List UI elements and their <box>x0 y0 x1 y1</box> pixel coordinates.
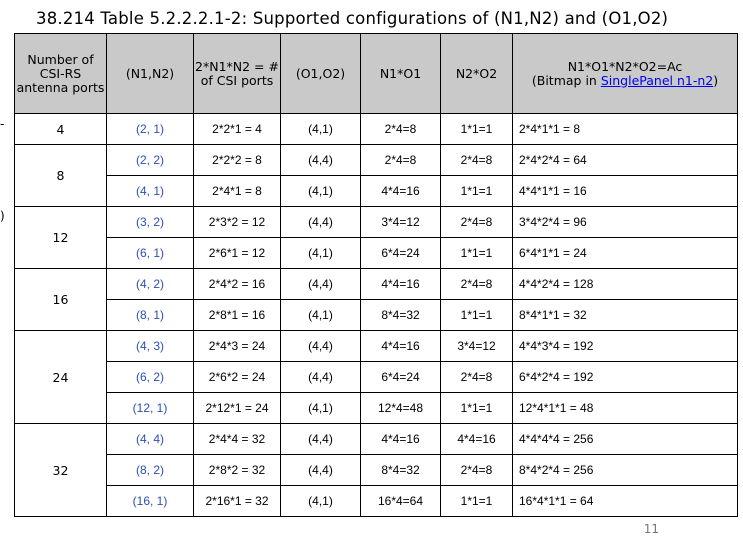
cell-n1o1: 6*4=24 <box>361 238 441 269</box>
edge-mark: - <box>0 117 5 131</box>
cell-ports: 16 <box>15 269 107 331</box>
cell-n1n2: (4, 4) <box>107 424 194 455</box>
cell-n2o2: 1*1=1 <box>441 300 513 331</box>
cell-ac: 2*4*1*1 = 8 <box>513 114 738 145</box>
cell-n1n2: (8, 1) <box>107 300 194 331</box>
cell-csi-ports: 2*2*1 = 4 <box>194 114 281 145</box>
table-row <box>15 145 738 176</box>
cell-csi-ports: 2*8*2 = 32 <box>194 455 281 486</box>
cell-o1o2: (4,4) <box>281 207 361 238</box>
singlepanel-link[interactable]: SinglePanel n1-n2 <box>600 72 714 88</box>
cell-ac: 12*4*1*1 = 48 <box>513 393 738 424</box>
cell-n1n2: (4, 1) <box>107 176 194 207</box>
cell-ac: 8*4*2*4 = 256 <box>513 455 738 486</box>
cell-csi-ports: 2*2*2 = 8 <box>194 145 281 176</box>
header-csi-ports: 2*N1*N2 = # of CSI ports <box>194 34 281 114</box>
cell-ac: 8*4*1*1 = 32 <box>513 300 738 331</box>
cell-n2o2: 2*4=8 <box>441 207 513 238</box>
configurations-table <box>14 33 738 517</box>
header-ac-bitmap-close: ) <box>713 72 719 88</box>
cell-o1o2: (4,4) <box>281 331 361 362</box>
cell-ports: 8 <box>15 145 107 207</box>
table-row <box>15 176 738 207</box>
cell-n1o1: 6*4=24 <box>361 362 441 393</box>
cell-ports: 32 <box>15 424 107 517</box>
cell-n2o2: 1*1=1 <box>441 486 513 517</box>
table-row <box>15 424 738 455</box>
cell-n1o1: 4*4=16 <box>361 176 441 207</box>
cell-ac: 4*4*4*4 = 256 <box>513 424 738 455</box>
cell-o1o2: (4,1) <box>281 176 361 207</box>
cell-n2o2: 2*4=8 <box>441 362 513 393</box>
header-n1o1: N1*O1 <box>361 34 441 114</box>
cell-n1o1: 2*4=8 <box>361 145 441 176</box>
cell-csi-ports: 2*3*2 = 12 <box>194 207 281 238</box>
cell-o1o2: (4,4) <box>281 424 361 455</box>
cell-o1o2: (4,4) <box>281 455 361 486</box>
table-row <box>15 238 738 269</box>
cell-csi-ports: 2*4*1 = 8 <box>194 176 281 207</box>
cell-n2o2: 1*1=1 <box>441 176 513 207</box>
page-title: 38.214 Table 5.2.2.2.1-2: Supported configurations of (N1,N2) and (O1,O2) <box>36 9 669 28</box>
table-row <box>15 331 738 362</box>
cell-n1o1: 4*4=16 <box>361 331 441 362</box>
cell-csi-ports: 2*16*1 = 32 <box>194 486 281 517</box>
cell-n1o1: 3*4=12 <box>361 207 441 238</box>
header-ports: Number of CSI-RS antenna ports <box>15 34 107 114</box>
cell-csi-ports: 2*6*2 = 24 <box>194 362 281 393</box>
cell-ports: 12 <box>15 207 107 269</box>
cell-n1n2: (4, 2) <box>107 269 194 300</box>
cell-ac: 2*4*2*4 = 64 <box>513 145 738 176</box>
cell-n1n2: (16, 1) <box>107 486 194 517</box>
cell-n1o1: 12*4=48 <box>361 393 441 424</box>
cell-n2o2: 1*1=1 <box>441 393 513 424</box>
table-row <box>15 455 738 486</box>
cell-ac: 6*4*2*4 = 192 <box>513 362 738 393</box>
cell-csi-ports: 2*6*1 = 12 <box>194 238 281 269</box>
cell-n2o2: 2*4=8 <box>441 455 513 486</box>
cell-o1o2: (4,4) <box>281 362 361 393</box>
cell-ac: 4*4*2*4 = 128 <box>513 269 738 300</box>
cell-csi-ports: 2*4*3 = 24 <box>194 331 281 362</box>
cell-o1o2: (4,1) <box>281 238 361 269</box>
cell-ports: 4 <box>15 114 107 145</box>
header-o1o2: (O1,O2) <box>281 34 361 114</box>
cell-csi-ports: 2*4*4 = 32 <box>194 424 281 455</box>
cell-ports: 24 <box>15 331 107 424</box>
cell-csi-ports: 2*8*1 = 16 <box>194 300 281 331</box>
cell-o1o2: (4,1) <box>281 393 361 424</box>
cell-n1o1: 16*4=64 <box>361 486 441 517</box>
cell-ac: 6*4*1*1 = 24 <box>513 238 738 269</box>
cell-n1n2: (6, 1) <box>107 238 194 269</box>
cell-o1o2: (4,1) <box>281 300 361 331</box>
cell-ac: 16*4*1*1 = 64 <box>513 486 738 517</box>
table-row <box>15 269 738 300</box>
header-ac <box>513 34 738 114</box>
cell-n1n2: (2, 1) <box>107 114 194 145</box>
cell-n1o1: 4*4=16 <box>361 424 441 455</box>
cell-n1n2: (2, 2) <box>107 145 194 176</box>
header-row <box>15 34 738 114</box>
cell-n2o2: 2*4=8 <box>441 269 513 300</box>
header-n2o2: N2*O2 <box>441 34 513 114</box>
cell-o1o2: (4,1) <box>281 486 361 517</box>
cell-csi-ports: 2*12*1 = 24 <box>194 393 281 424</box>
table-body <box>15 114 738 517</box>
cell-n1o1: 8*4=32 <box>361 300 441 331</box>
cell-o1o2: (4,1) <box>281 114 361 145</box>
cell-n2o2: 1*1=1 <box>441 238 513 269</box>
cell-o1o2: (4,4) <box>281 269 361 300</box>
cell-n2o2: 3*4=12 <box>441 331 513 362</box>
header-ac-bitmap-open: (Bitmap in <box>531 72 601 88</box>
page-number: 11 <box>643 522 659 536</box>
cell-n2o2: 2*4=8 <box>441 145 513 176</box>
cell-n1n2: (6, 2) <box>107 362 194 393</box>
table-row <box>15 114 738 145</box>
cell-n1n2: (3, 2) <box>107 207 194 238</box>
table-row <box>15 207 738 238</box>
table-row <box>15 393 738 424</box>
cell-o1o2: (4,4) <box>281 145 361 176</box>
header-ac-formula: N1*O1*N2*O2=Ac <box>567 58 683 74</box>
table-row <box>15 486 738 517</box>
header-n1n2: (N1,N2) <box>107 34 194 114</box>
cell-ac: 3*4*2*4 = 96 <box>513 207 738 238</box>
cell-n1o1: 4*4=16 <box>361 269 441 300</box>
cell-ac: 4*4*1*1 = 16 <box>513 176 738 207</box>
table-row <box>15 300 738 331</box>
edge-mark: ) <box>0 209 5 223</box>
cell-n1n2: (4, 3) <box>107 331 194 362</box>
cell-n1n2: (12, 1) <box>107 393 194 424</box>
cell-csi-ports: 2*4*2 = 16 <box>194 269 281 300</box>
cell-n1o1: 8*4=32 <box>361 455 441 486</box>
table-row <box>15 362 738 393</box>
cell-ac: 4*4*3*4 = 192 <box>513 331 738 362</box>
cell-n2o2: 1*1=1 <box>441 114 513 145</box>
cell-n1n2: (8, 2) <box>107 455 194 486</box>
cell-n2o2: 4*4=16 <box>441 424 513 455</box>
cell-n1o1: 2*4=8 <box>361 114 441 145</box>
